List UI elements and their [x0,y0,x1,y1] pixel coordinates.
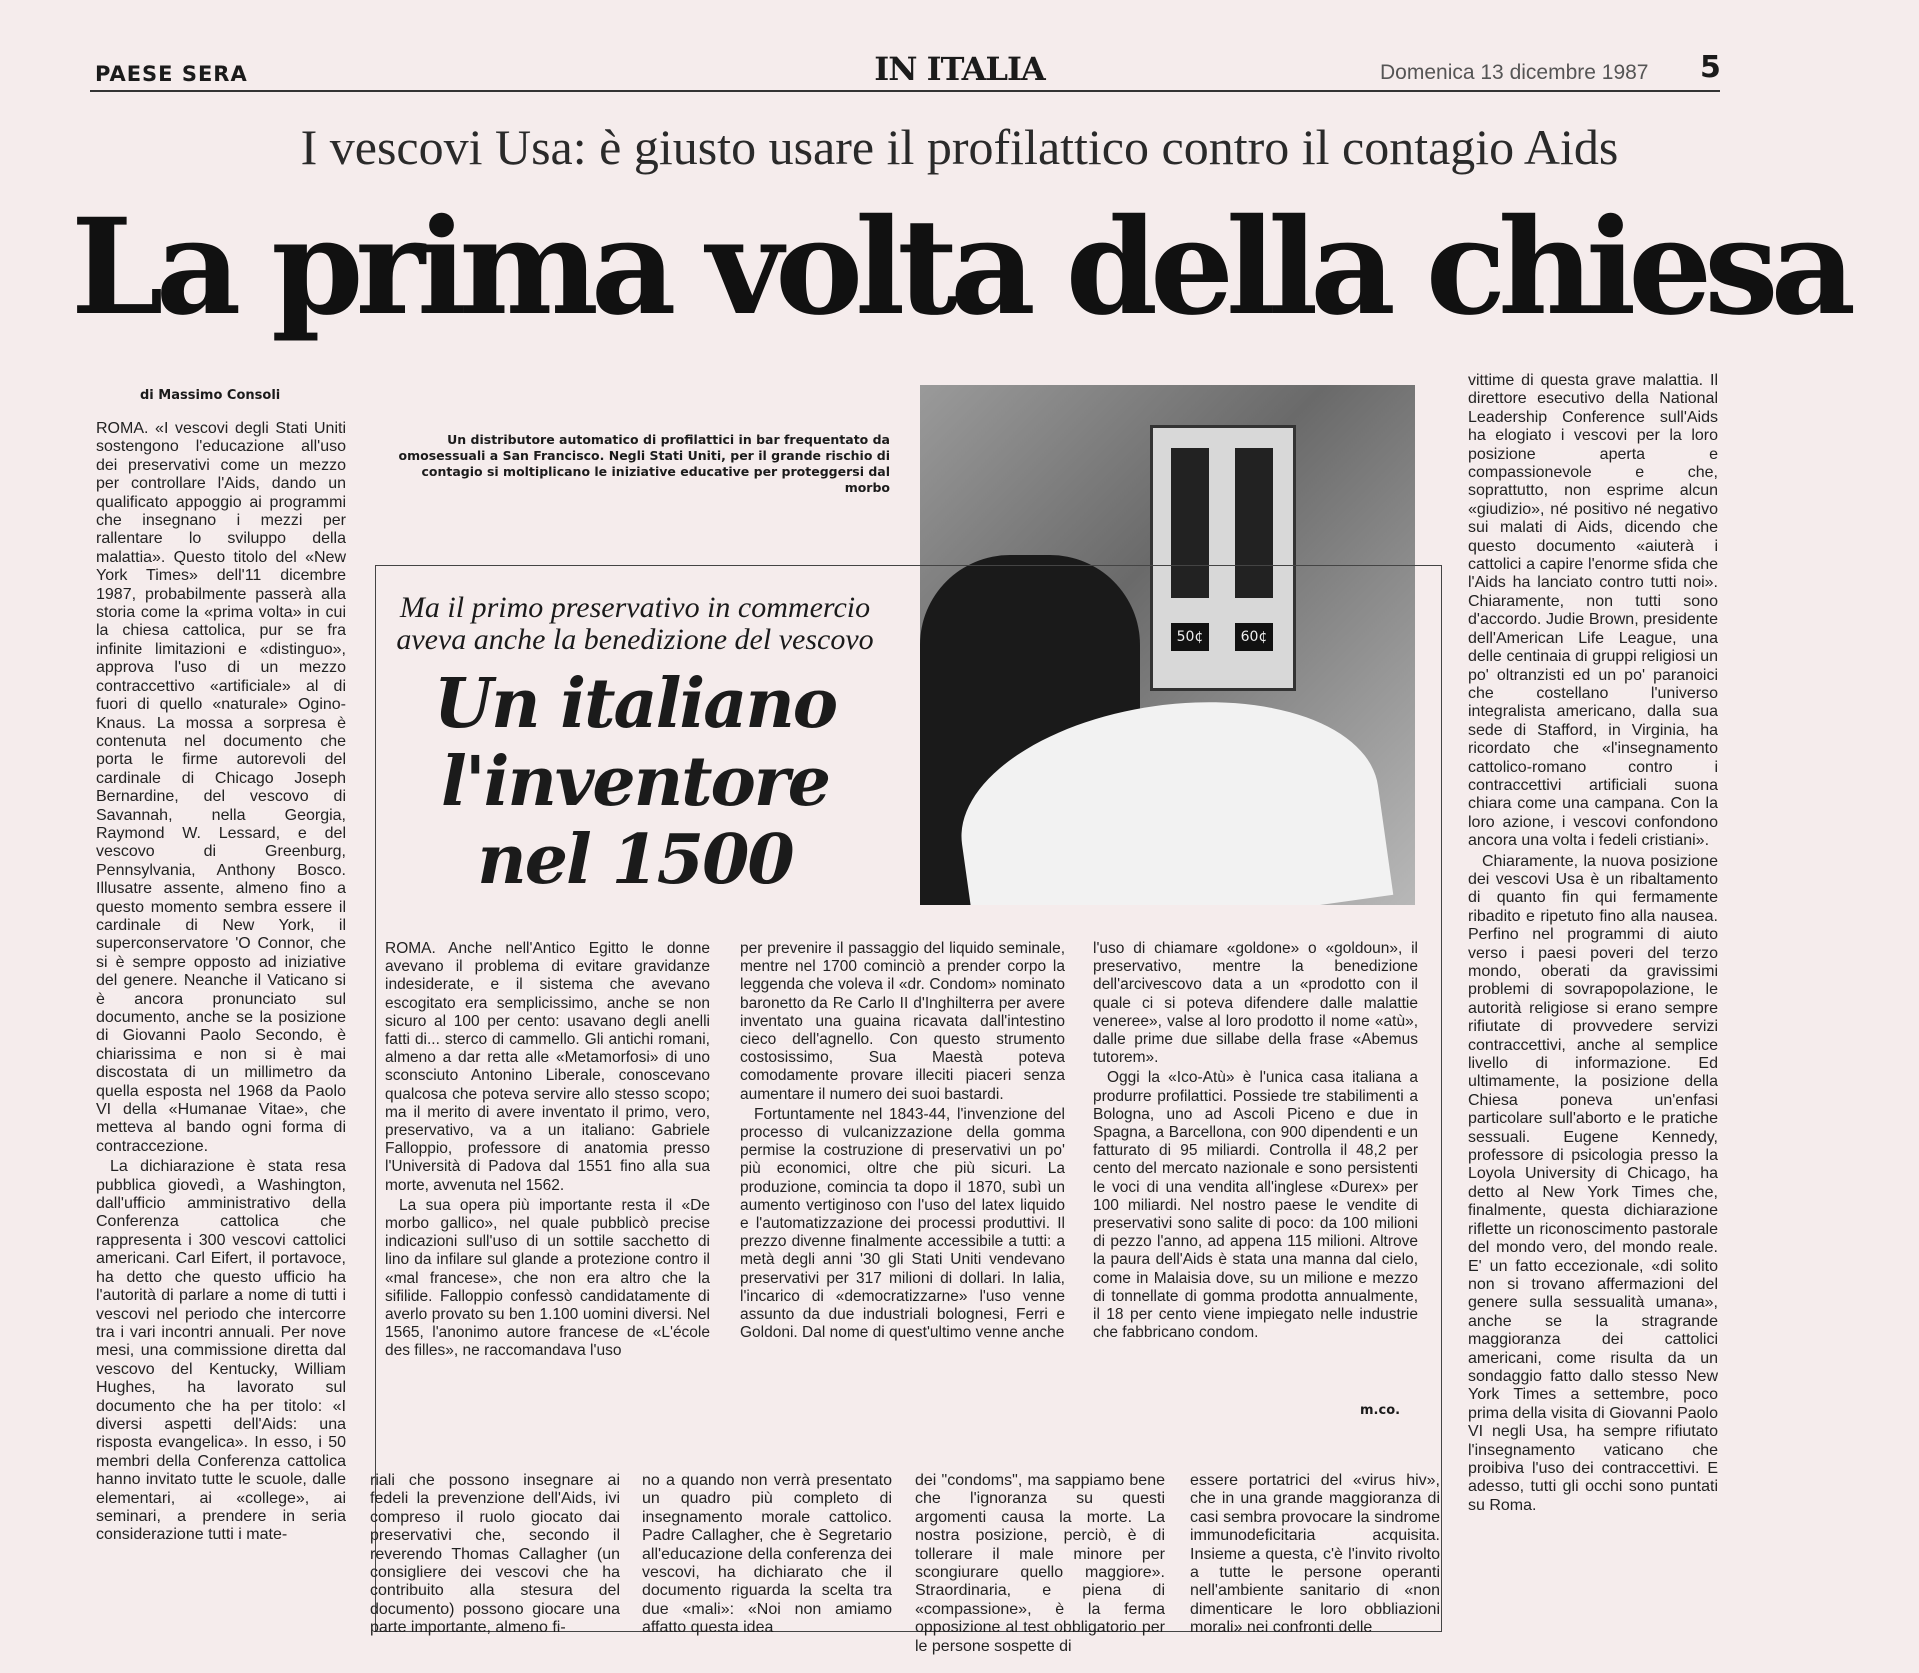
issue-date: Domenica 13 dicembre 1987 [1380,61,1649,84]
box-signature: m.co. [1360,1403,1401,1418]
box-paragraph: Fortuntamente nel 1843-44, l'invenzione del processo di vulcanizzazione della gomma permise la costruzione di preservativi un po' più economici, oltre che più sicuri. La produzione, comincia ta dopo il 1870, subì un aumento vertiginoso con l'uso del latex liquido e l'automatizzazione dei processi produttivi. Il prezzo divenne finalmente accessibile a tutti: a metà degli anni '30 gli Stati Uniti vendevano preservativi per 317 milioni di dollari. In Ialia, l'incarico di «democratizzarne» l'uso venne assunto da due industriali bolognesi, Ferri e Goldoni. Dal nome di quest'ultimo venne anche [740,1105,1065,1342]
box-paragraph: per prevenire il passaggio del liquido seminale, mentre nel 1700 cominciò a prender corpo la leggenda che voleva il «dr. Condom» nominato baronetto da Re Carlo II d'Inghilterra per avere inventato una guaina ricavata dall'intestino cieco dell'agnello. Con questo strumento costosissimo, Sua Maestà poteva comodamente provare illeciti piaceri senza aumentare il numero dei suoi bastardi. [740,940,1065,1103]
price-label: 60¢ [1235,623,1273,651]
box-paragraph: Oggi la «Ico-Atù» è l'unica casa italiana a produrre profilattici. Possiede tre stabilimenti a Bologna, uno ad Ascoli Piceno e due in Spagna, a Barcellona, con 900 dipendenti e un fatturato di 95 miliardi. Controlla il 48,2 per cento del mercato nazionale e sono persistenti le voci di una vendita all'inglese «Durex» per 100 miliardi. Nel nostro paese le vendite di preservativi sono salite di poco: da 100 milioni di pezzo l'anno, ad appena 115 milioni. Altrove la paura dell'Aids è stata una manna dal cielo, come in Malaisia dove, su un milione e mezzo di tonnellate di gomma prodotta annualmente, il 18 per cento viene impiegato nelle industrie che fabbricano condom. [1093,1069,1418,1342]
box-headline: Un italiano l'inventore nel 1500 [433,664,837,900]
article-column-bottom-1 [370,1472,620,1662]
article-column-bottom-4 [1190,1472,1440,1662]
article-column-bottom-3 [915,1472,1165,1662]
article-paragraph: no a quando non verrà presentato un quadro più completo di insegnamento morale cattolico. Padre Callagher, che è Segretario all'educazione della conferenza dei vescovi, ha dichiarato che il documento riguarda la scelta tra due «mali»: «Noi non amiamo affatto questa idea [642,1472,892,1637]
article-paragraph: vittime di questa grave malattia. Il direttore esecutivo della National Leadership Conference sull'Aids ha elogiato i vescovi per la loro posizione aperta e compassionevole e che, soprattutto, non esprime alcun «giudizio», né positivo né negativo sui malati di Aids, dicendo che questo documento «aiuterà i cattolici a capire l'enorme sfida che l'Aids ha lanciato contro tutti noi». Chiaramente, non tutti sono d'accordo. Judie Brown, presidente dell'American Life League, una delle centinaia di gruppi religiosi un po' oltranzisti ed un po' paranoici che costellano l'universo integralista americano, dalla sua sede di Stafford, in Virginia, ha ricordato che «l'insegnamento cattolico-romano contro i contraccettivi artificiali suona chiara come una campana. Con la loro azione, i vescovi confondono ancora una volta i fedeli cristiani». [1468,372,1718,850]
masthead-rule [90,90,1720,92]
main-headline: La prima volta della chiesa [70,190,1849,345]
box-paragraph: La sua opera più importante resta il «De morbo gallico», nel quale pubblicò precise indicazioni sull'uso di un sottile sacchetto di lino da infilare sul glande a protezione contro il «mal francese», che non era altro che la sifilide. Falloppio confessò candidatamente di averlo provato su ben 1.100 uomini diversi. Nel 1565, l'anonimo autore francese de «L'école des filles», ne raccomandava l'uso [385,1196,710,1360]
article-paragraph: Chiaramente, la nuova posizione dei vescovi Usa è un ribaltamento di quanto fin qui fermamente ribadito e ripetuto fino alla nausea. Perfino nel programmi di aiuto verso i paesi poveri del terzo mondo, oberati da gravissimi problemi di sovrapopolazione, le autorità religiose si erano sempre rifiutate di provvedere servizi contraccettivi, anche al semplice livello di informazione. Ed ultimamente, la posizione della Chiesa poneva un'enfasi particolare sull'aborto e le pratiche sessuali. Eugene Kennedy, professore di psicologia presso la Loyola University di Chicago, ha detto al New York Times che, finalmente, questa dichiarazione riflette un riconoscimento pastorale del mondo vero, del mondo reale. E' un fatto eccezionale, «di solito non si trovano affermazioni del genere sulla sessualità umana», anche se la stragrande maggioranza dei cattolici americani, come risulta da un sondaggio fatto dallo stesso New York Times a settembre, poco prima della visita di Giovanni Paolo VI negli Usa, ha sempre rifiutato l'insegnamento vaticano che proibiva l'uso dei contraccettivi. E adesso, tutti gli occhi sono puntati su Roma. [1468,852,1718,1514]
box-paragraph: l'uso di chiamare «goldone» o «goldoun», il preservativo, mentre la benedizione dell'arcivescovo data a un «prodotto con il quale ci si poteva difendere dalle malattie veneree», valse al loro prodotto il nome «atù», dalle prime due sillabe della frase «Abemus tutorem». [1093,940,1418,1067]
box-column-2 [740,940,1065,1410]
headline-kicker: I vescovi Usa: è giusto usare il profilattico contro il contagio Aids [300,119,1619,175]
article-paragraph: dei "condoms", ma sappiamo bene che l'ignoranza su questi argomenti causa la morte. La nostra posizione, perciò, è di tollerare il male minore per scongiurare quello maggiore». Straordinaria, e piena di «compassione», è la ferma opposizione al test obbligatorio per le persone sospette di [915,1472,1165,1655]
article-paragraph: essere portatrici del «virus hiv», che in una grande maggioranza di casi sembra provocare la sindrome immunodeficitaria acquisita. Insieme a questa, c'è l'invito rivolto a tutte le persone operanti nell'ambiente sanitario di «non dimenticare le loro obbliazioni morali» nei confronti delle [1190,1472,1440,1637]
photo-caption: Un distributore automatico di profilattici in bar frequentato da omosessuali a San Francisco. Negli Stati Uniti, per il grande rischio di contagio si moltiplicano le iniziative educative per proteggersi dal morbo [398,432,890,495]
box-column-1 [385,940,710,1410]
article-paragraph: ROMA. «I vescovi degli Stati Uniti sostengono l'educazione all'uso dei preservativi come un mezzo per controllare l'Aids, dando un qualificato appoggio ai programmi che insegnano i mezzi per rallentare lo sviluppo della malattia». Questo titolo del «New York Times» dell'11 dicembre 1987, probabilmente passerà alla storia come la «prima volta» in cui la chiesa cattolica, pur se fra infinite limitazioni e «distinguo», approva l'uso di un mezzo contraccettivo «artificiale» al di fuori di quello «naturale» Ogino-Knaus. La mossa a sorpresa è contenuta nel documento che porta le firme autorevoli del cardinale di Chicago Joseph Bernardine, del vescovo di Savannah, nella Georgia, Raymond W. Lessard, e del vescovo di Greenburg, Pennsylvania, Anthony Bosco. Illusatre assente, almeno fino a questo momento sembra essere il cardinale di New York, il superconservatore 'O Connor, che si è sempre opposto ad iniziative del genere. Neanche il Vaticano si è ancora pronunciato sul documento, anche se la posizione di Giovanni Paolo Secondo, è chiarissima e non si è mai discostata di un millimetro da quella esposta nel 1968 da Paolo VI della «Humanae Vitae», che metteva al bando ogni forma di contraccezione. [96,420,346,1155]
box-paragraph: ROMA. Anche nell'Antico Egitto le donne avevano il problema di evitare gravidanze indesiderate, e il sistema che avevano escogitato era semplicissimo, anche se non sicuro al 100 per cento: usavano degli anelli fatti di... sterco di cammello. Gli antichi romani, almeno a dar retta alle «Metamorfosi» di uno sconsciuto Antonino Liberale, conoscevano qualcosa che poteva servire allo stesso scopo; ma il merito di avere inventato il primo, vero, preservativo, va a un italiano: Gabriele Falloppio, professore di anatomia presso l'Università di Padova dal 1551 fino alla sua morte, avvenuta nel 1562. [385,940,710,1194]
box-column-3 [1093,940,1418,1410]
article-column-right [1468,372,1718,1664]
byline: di Massimo Consoli [140,388,281,403]
article-paragraph: La dichiarazione è stata resa pubblica giovedì, a Washington, dall'ufficio amministrativo della Conferenza cattolica che rappresenta i 300 vescovi cattolici americani. Carl Eifert, il portavoce, ha detto che questo ufficio ha l'autorità di parlare a nome di tutti i vescovi nel periodo che intercorre tra i vari incontri annuali. Per nove mesi, una commissione diretta dal vescovo del Kentucky, William Hughes, ha lavorato sul documento che ha per titolo: «I diversi aspetti dell'Aids: una risposta evangelica». In esso, i 50 membri della Conferenza cattolica hanno invitato tutte le scuole, dalle elementari, ai «college», ai seminari, a prendere in seria considerazione tutti i mate- [96,1158,346,1544]
page-number: 5 [1700,50,1721,85]
article-paragraph: riali che possono insegnare ai fedeli la prevenzione dell'Aids, ivi compreso il ruolo giocato dai preservativi che, secondo il reverendo Thomas Callagher (un consigliere dei vescovi che ha contribuito alla stesura del documento) possono giocare una parte importante, almeno fi- [370,1472,620,1637]
newspaper-name: PAESE SERA [95,62,248,86]
article-column-left [96,420,346,1665]
section-title: IN ITALIA [874,50,1045,88]
price-label: 50¢ [1171,623,1209,651]
article-column-bottom-2 [642,1472,892,1662]
box-kicker: Ma il primo preservativo in commercio aveva anche la benedizione del vescovo [396,591,874,656]
